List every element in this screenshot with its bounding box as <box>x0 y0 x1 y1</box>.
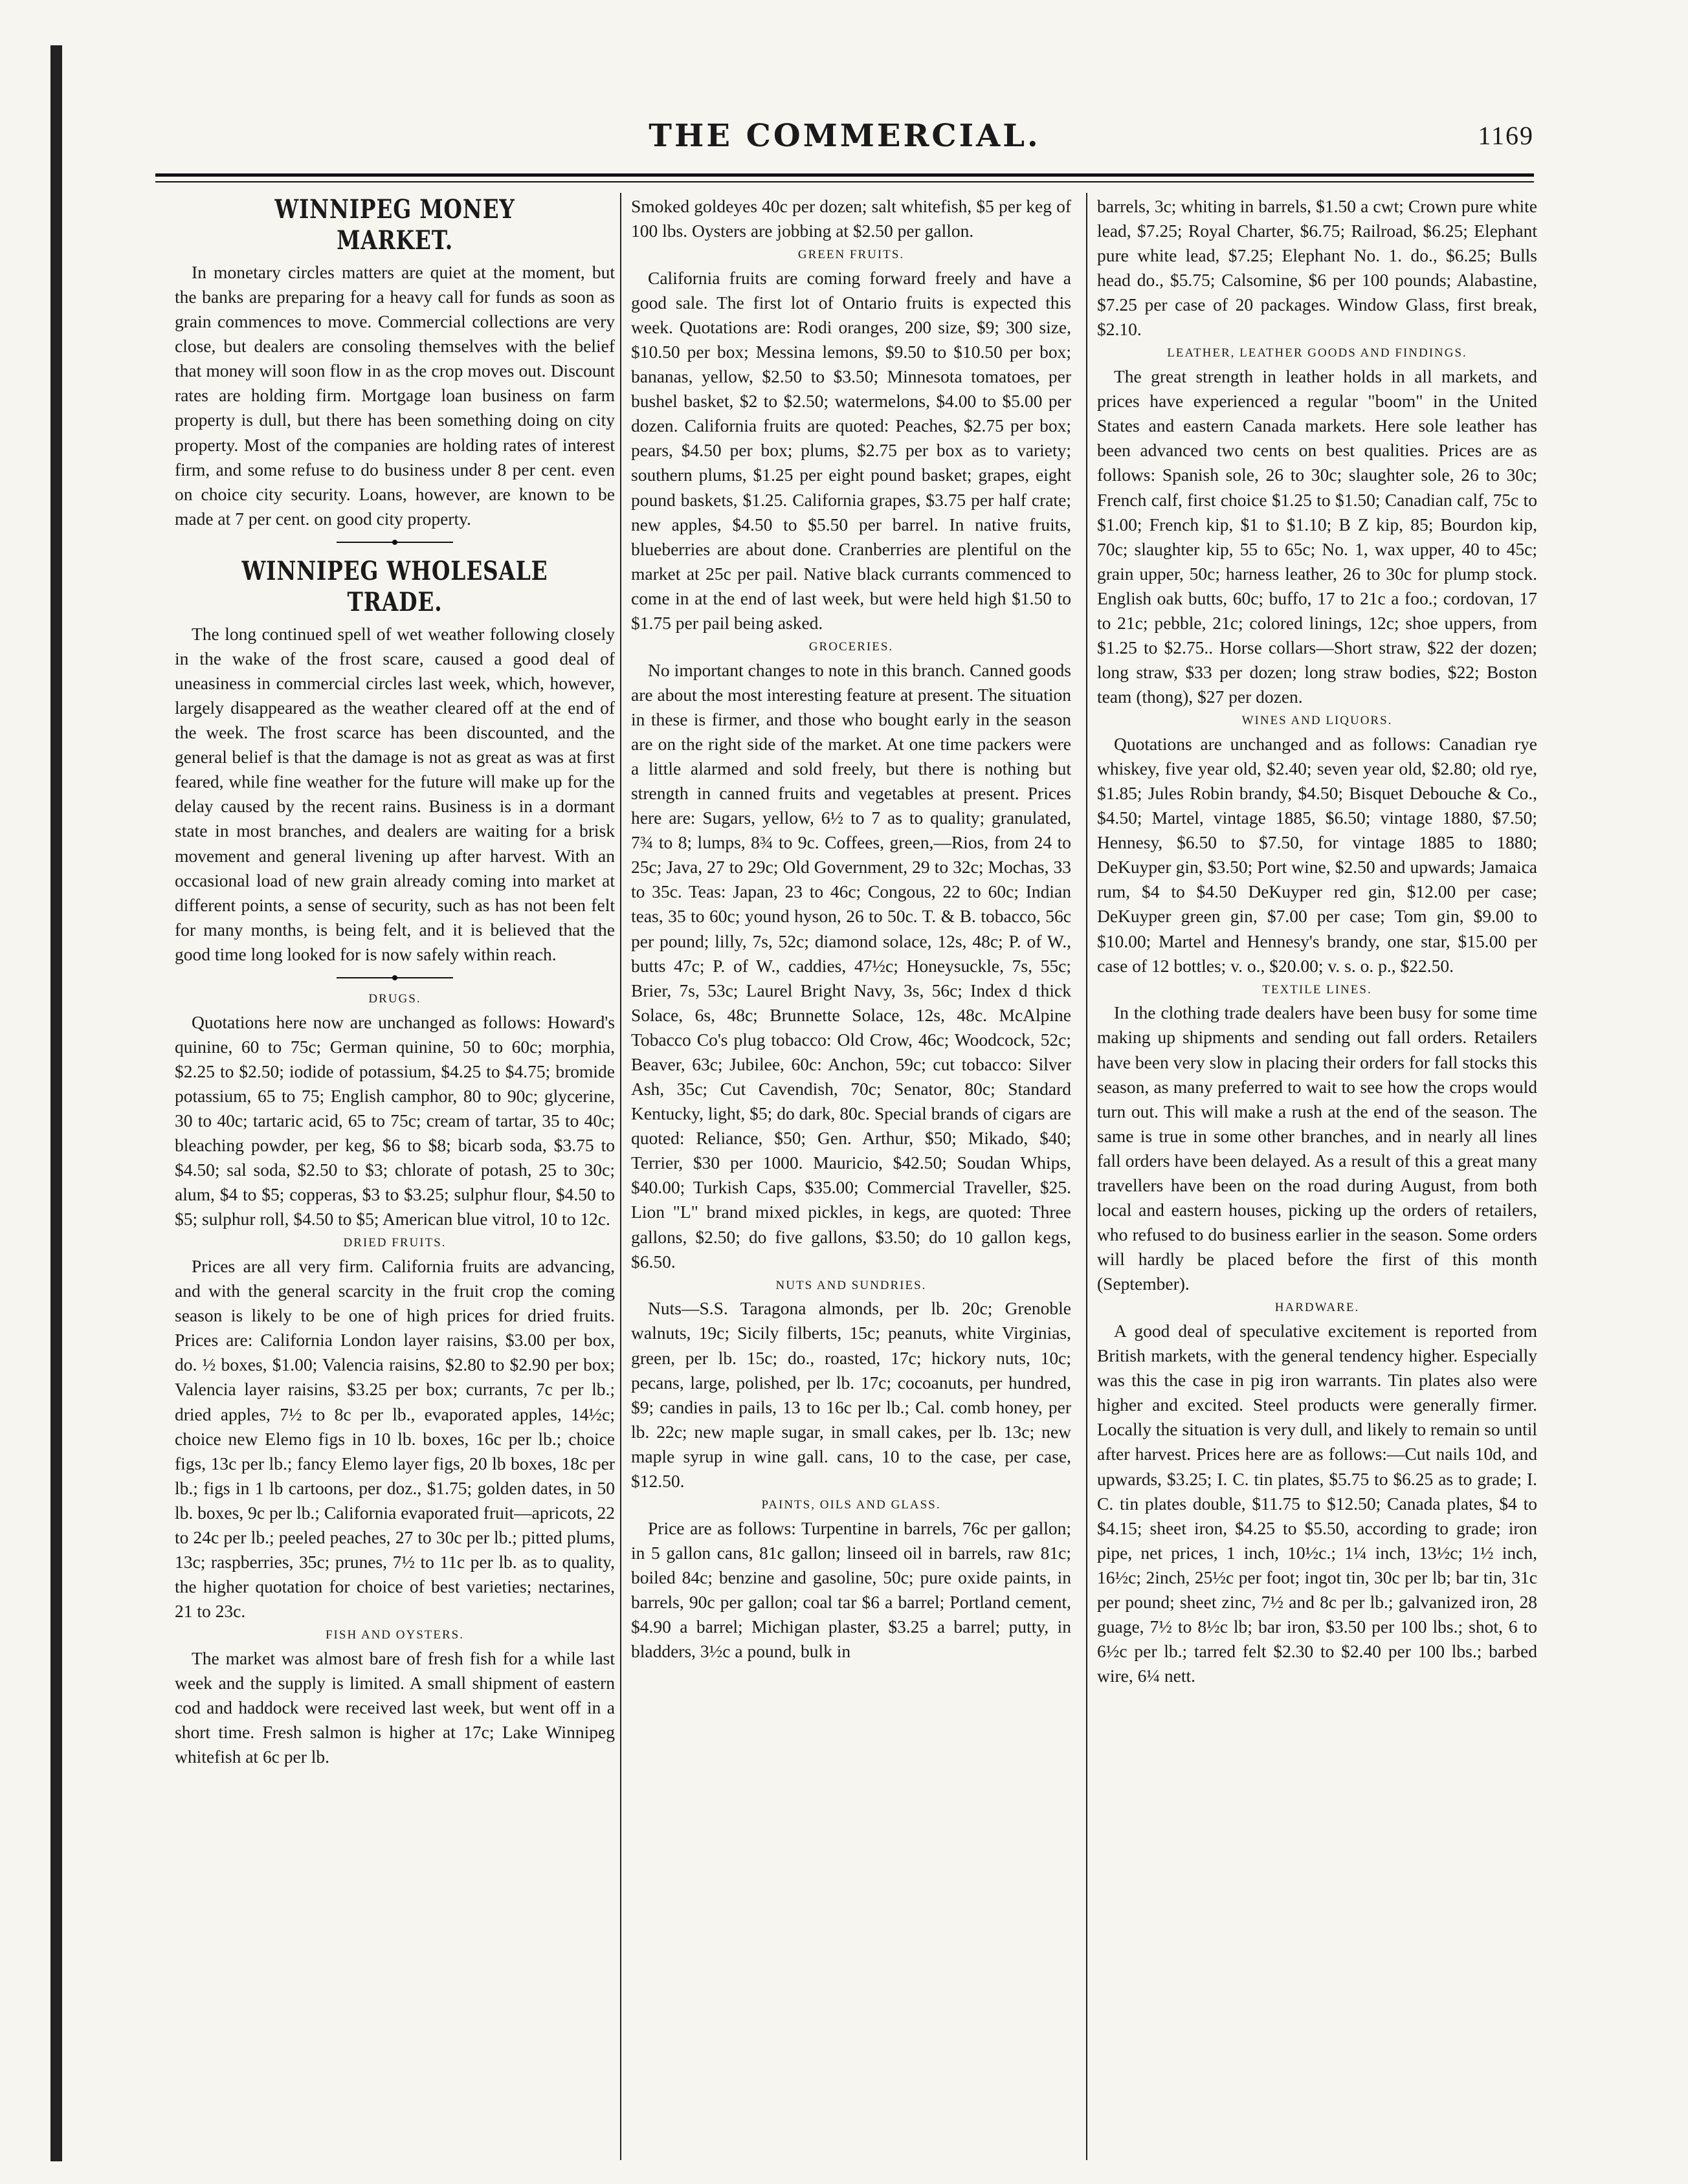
paints-oils-glass-text: Price are as follows: Turpentine in barrels, 76c per gallon; in 5 gallon cans, 81c gallon; linseed oil in barrels, raw 81c; boiled 84c; benzine and gasoline, 50c; pure oxide paints, in barrels, 90c per gallon; coal tar $6 a barrel; Portland cement, $4.90 a barrel; Michigan plaster, $3.25 a barrel; putty, in bladders, 3½c a pound, bulk in <box>631 1517 1071 1662</box>
wines-liquors-heading: WINES AND LIQUORS. <box>1241 714 1393 728</box>
wholesale-trade-text: The long continued spell of wet weather following closely in the wake of the frost scare, caused a good deal of uneasiness in commercial circles last week, which, however, largely disappeared as the weather cleared off at the end of the week. The frost scarce has been discounted, and the general belief is that the damage is not as great as was at first feared, while fine weather for the future will make up for the delay caused by the recent rains. Business is in a dormant state in most branches, and dealers are waiting for a brisk movement and general livening up after harvest. With an occasional load of new grain already coming into market at different points, a sense of security, such as has not been felt for many months, is being felt, and it is believed that the good time long looked for is now safely within reach. <box>175 623 615 964</box>
hardware-heading: HARDWARE. <box>1274 1301 1360 1315</box>
wholesale-trade-heading: WINNIPEG WHOLESALE TRADE. <box>241 555 548 617</box>
masthead <box>155 118 1534 157</box>
drugs-text: Quotations here now are unchanged as follows: Howard's quinine, 60 to 75c; German quinine, 50 to 60c; morphia, $2.25 to $2.50; iodide of potassium, $4.25 to $4.75; bromide potassium, 65 to 75; English camphor, 80 to 90c; glycerine, 30 to 40c; tartaric acid, 65 to 75c; cream of tartar, 35 to 40c; bleaching powder, per keg, $6 to $8; bicarb soda, $3.75 to $4.50; sal soda, $2.50 to $3; chlorate of potash, 25 to 30c; alum, $4 to $5; copperas, $3 to $3.25; sulphur flour, $4.50 to $5; sulphur roll, $4.50 to $5; American blue vitrol, 10 to 12c. <box>175 1011 615 1230</box>
groceries-text: No important changes to note in this branch. Canned goods are about the most interesting feature at present. The situation in these is firmer, and those who bought early in the season are on the right side of the market. At one time packers were a little alarmed and sold freely, but there is nothing but strength in canned fruits and vegetables at present. Prices here are: Sugars, yellow, 6½ to 7 as to quality; granulated, 7¾ to 8; lumps, 8¾ to 9c. Coffees, green,—Rios, from 24 to 25c; Java, 27 to 29c; Old Government, 29 to 32c; Mochas, 33 to 35c. Teas: Japan, 23 to 46c; Congous, 22 to 60c; Indian teas, 35 to 60c; yound hyson, 26 to 50c. T. & B. tobacco, 56c per pound; lilly, 7s, 52c; diamond solace, 12s, 48c; P. of W., butts 47c; P. of W., caddies, 47½c; Honeysuckle, 7s, 55c; Brier, 7s, 53c; Laurel Bright Navy, 3s, 56c; Index d thick Solace, 6s, 48c; Brunnette Solace, 12s, 48c. McAlpine Tobacco Co's plug tobacco: Old Crow, 46c; Woodcock, 52c; Beaver, 63c; Jubilee, 60c: Anchon, 59c; cut tobacco: Silver Ash, 35c; Cut Cavendish, 70c; Senator, 80c; Standard Kentucky, light, $5; do dark, 80c. Special brands of cigars are quoted: Reliance, $50; Gen. Arthur, $50; Mikado, $40; Terrier, $30 per 1000. Mauricio, $42.50; Soudan Whips, $40.00; Turkish Caps, $35.00; Commercial Traveller, $25. Lion "L" brand mixed pickles, in kegs, are quoted: Three gallons, $2.50; do five gallons, $3.50; do 10 gallon kegs, $6.50. <box>631 659 1071 1272</box>
nuts-sundries-heading: NUTS AND SUNDRIES. <box>775 1278 927 1292</box>
textile-lines-text: In the clothing trade dealers have been busy for some time making up shipments and sending out fall orders. Retailers have been very slow in placing their orders for fall stocks this season, as many preferred to wait to see how the crops would turn out. This will make a rush at the end of the season. The same is true in some other branches, and in nearly all lines fall orders have been delayed. As a result of this a great many travellers have been on the road during August, from both local and eastern houses, picking up the orders of retailers, who refused to do business earlier in the season. Some orders will hardly be placed before the first of this month (September). <box>1097 1002 1537 1294</box>
column-2 <box>631 194 1071 2148</box>
money-market-text: In monetary circles matters are quiet at the moment, but the banks are preparing for a heavy call for funds as soon as grain commences to move. Commercial collections are very close, but dealers are consoling themselves with the belief that money will soon flow in as the crop moves out. Discount rates are holding firm. Mortgage loan business on farm property is dull, but there has been something doing on city property. Most of the companies are holding rates of interest firm, and some refuse to do business under 8 per cent. even on choice city security. Loans, however, are known to be made at 7 per cent. on good city property. <box>175 262 615 529</box>
column-divider <box>620 193 621 2160</box>
paints-continued: barrels, 3c; whiting in barrels, $1.50 a cwt; Crown pure white lead, $7.25; Royal Charter, $6.75; Railroad, $6.25; Elephant pure white lead, $7.25; Elephant No. 1. do., $6.25; Bulls head do., $5.75; Calsomine, $6 per 100 pounds; Alabastine, $7.25 per case of 20 packages. Window Glass, first break, $2.10. <box>1097 196 1537 340</box>
groceries-heading: GROCERIES. <box>808 640 894 654</box>
money-market-heading: WINNIPEG MONEY MARKET. <box>274 194 515 256</box>
paints-oils-glass-heading: PAINTS, OILS AND GLASS. <box>761 1497 941 1512</box>
header-rule-thin <box>155 181 1534 182</box>
fish-oysters-heading: FISH AND OYSTERS. <box>325 1628 464 1642</box>
hardware-text: A good deal of speculative excitement is reported from British markets, with the general tendency higher. Especially was this the case in pig iron warrants. Tin plates also were higher and excited. Steel products were generally firmer. Locally the situation is very dull, and likely to remain so until after harvest. Prices here are as follows:—Cut nails 10d, and upwards, $3.25; I. C. tin plates, $5.75 to $6.25 as to grade; I. C. tin plates double, $11.75 to $12.50; Canada plates, $4 to $4.15; sheet iron, $4.25 to $5.50, according to grade; iron pipe, net prices, 1 inch, 10½c.; 1¼ inch, 13½c; 1½ inch, 16½c; 2inch, 25½c per foot; ingot tin, 30c per lb; bar tin, 31c per pound; sheet zinc, 7½ and 8c per lb.; galvanized iron, 28 guage, 7½ to 8½c lb; bar iron, $3.50 per 100 lbs.; shot, 6 to 6½c per lb.; tarred felt $2.30 to $2.40 per 100 lbs.; barbed wire, 6¼ nett. <box>1097 1321 1537 1686</box>
divider-ornament <box>337 538 453 547</box>
leather-heading: LEATHER, LEATHER GOODS AND FINDINGS. <box>1167 346 1467 360</box>
nuts-sundries-text: Nuts—S.S. Taragona almonds, per lb. 20c; Grenoble walnuts, 19c; Sicily filberts, 15c; peanuts, white Virginias, green, per lb. 15c; do., roasted, 17c; hickory nuts, 10c; pecans, large, polished, per lb. 17c; cocoanuts, per hundred, $9; candies in pails, 13 to 16c per lb.; Cal. comb honey, per lb. 22c; new maple sugar, in small cakes, per lb. 13c; new maple syrup in wine gall. cans, 10 to the case, per case, $12.50. <box>631 1298 1071 1491</box>
dried-fruits-text: Prices are all very firm. California fruits are advancing, and with the general scarcity in the fruit crop the coming season is likely to be one of high prices for dried fruits. Prices are: California London layer raisins, $3.00 per box, do. ½ boxes, $1.00; Valencia raisins, $2.80 to $2.90 per box; Valencia layer raisins, $3.25 per box; currants, 7c per lb.; dried apples, 7½ to 8c per lb., evaporated apples, 14½c; choice new Elemo figs in 10 lb. boxes, 16c per lb.; choice figs, 13c per lb.; fancy Elemo layer figs, 20 lb boxes, 18c per lb.; figs in 1 lb cartoons, per doz., $1.75; golden dates, in 50 lb. boxes, 9c per lb.; California evaporated fruit—apricots, 22 to 24c per lb.; peeled peaches, 27 to 30c per lb.; pitted plums, 13c; raspberries, 35c; prunes, 7½ to 11c per lb. as to quality, the higher quotation for choice of best varieties; nectarines, 21 to 23c. <box>175 1256 615 1622</box>
dried-fruits-heading: DRIED FRUITS. <box>343 1236 447 1250</box>
scan-edge <box>50 45 62 2161</box>
textile-lines-heading: TEXTILE LINES. <box>1262 982 1372 997</box>
column-3 <box>1097 194 1537 2148</box>
newspaper-title: THE COMMERCIAL. <box>649 118 1041 154</box>
header-rule-thick <box>155 173 1534 177</box>
fish-oysters-continued: Smoked goldeyes 40c per dozen; salt whitefish, $5 per keg of 100 lbs. Oysters are jobbing at $2.50 per gallon. <box>631 196 1071 241</box>
wines-liquors-text: Quotations are unchanged and as follows: Canadian rye whiskey, five year old, $2.40; seven year old, $2.80; old rye, $1.85; Jules Robin brandy, $4.50; Bisquet Debouche & Co., $4.50; Martel, vintage 1885, $6.50; vintage 1880, $7.50; Hennesy, $6.50 to $7.50, for vintage 1885 to 1880; DeKuyper gin, $3.50; Port wine, $2.50 and upwards; Jamaica rum, $4 to $4.50 DeKuyper red gin, $12.00 per case; DeKuyper green gin, $7.00 per case; Tom gin, $9.00 to $10.00; Martel and Hennesy's brandy, one star, $15.00 per case of 12 bottles; v. o., $20.00; v. s. o. p., $22.50. <box>1097 733 1537 976</box>
green-fruits-text: California fruits are coming forward freely and have a good sale. The first lot of Ontario fruits is expected this week. Quotations are: Rodi oranges, 200 size, $9; 300 size, $10.50 per box; Messina lemons, $9.50 to $10.50 per box; bananas, yellow, $2.50 to $3.50; Minnesota tomatoes, per bushel basket, $2 to $2.50; watermelons, $4.00 to $5.00 per dozen. California fruits are quoted: Peaches, $2.75 per box; pears, $4.50 per box; plums, $2.75 per box as to variety; southern plums, $1.25 per eight pound basket; grapes, eight pound baskets, $1.25. California grapes, $3.75 per half crate; new apples, $4.50 to $5.50 per barrel. In native fruits, blueberries are about done. Cranberries are plentiful on the market at 25c per pail. Native black currants commenced to come in at the end of last week, but were held high $1.50 to $1.75 per pail being asked. <box>631 267 1071 633</box>
green-fruits-heading: GREEN FRUITS. <box>797 248 905 262</box>
leather-text: The great strength in leather holds in all markets, and prices have experienced a regular "boom" in the United States and eastern Canada markets. Here sole leather has been advanced two cents on best qualities. Prices are as follows: Spanish sole, 26 to 30c; slaughter sole, 26 to 30c; French calf, first choice $1.25 to $1.50; Canadian calf, 75c to $1.00; French kip, $1 to $1.10; B Z kip, 85; Bourdon kip, 70c; slaughter kip, 55 to 65c; No. 1, wax upper, 40 to 45c; grain upper, 50c; harness leather, 26 to 30c for plump stock. English oak butts, 60c; buffo, 17 to 21c a foo.; cordovan, 17 to 21c; pebble, 21c; colored linings, 12c; shoe uppers, from $1.25 to $2.75.. Horse collars—Short straw, $22 der dozen; long straw, $33 per dozen; long straw bodies, $22; Boston team (thong), $27 per dozen. <box>1097 366 1537 707</box>
column-divider <box>1086 193 1087 2160</box>
column-1 <box>175 194 615 2148</box>
page-number: 1169 <box>1478 121 1534 150</box>
divider-ornament <box>337 973 453 982</box>
drugs-heading: DRUGS. <box>368 991 421 1006</box>
fish-oysters-text: The market was almost bare of fresh fish for a while last week and the supply is limited. A small shipment of eastern cod and haddock were received last week, but went off in a short time. Fresh salmon is higher at 17c; Lake Winnipeg whitefish at 6c per lb. <box>175 1648 615 1767</box>
